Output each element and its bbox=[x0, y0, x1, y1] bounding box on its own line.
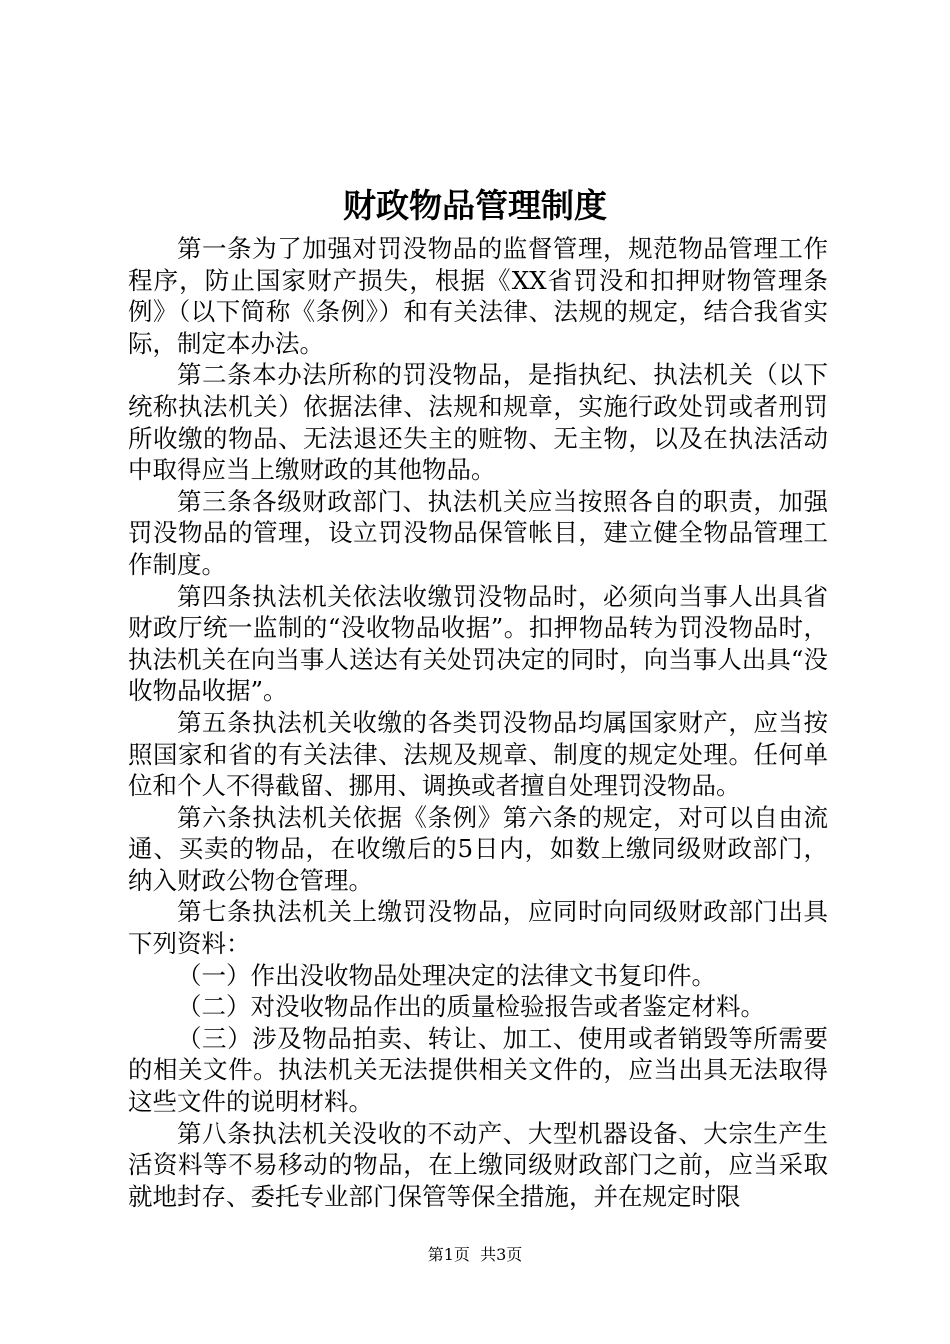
paragraph-article-4: 第四条执法机关依法收缴罚没物品时，必须向当事人出具省财政厅统一监制的“没收物品收据”。扣押物品转为罚没物品时，执法机关在向当事人送达有关处罚决定的同时，向当事人出具“没收物品收据”。 bbox=[128, 581, 828, 706]
paragraph-article-5: 第五条执法机关收缴的各类罚没物品均属国家财产，应当按照国家和省的有关法律、法规及规章、制度的规定处理。任何单位和个人不得截留、挪用、调换或者擅自处理罚没物品。 bbox=[128, 707, 828, 801]
paragraph-item-1: （一）作出没收物品处理决定的法律文书复印件。 bbox=[177, 960, 716, 990]
paragraph-item-3: （三）涉及物品拍卖、转让、加工、使用或者销毁等所需要的相关文件。执法机关无法提供相关文件的，应当出具无法取得这些文件的说明材料。 bbox=[128, 1023, 828, 1117]
page-footer bbox=[0, 1243, 950, 1267]
page-number: 第1页 bbox=[427, 1245, 470, 1264]
paragraph-article-8: 第八条执法机关没收的不动产、大型机器设备、大宗生产生活资料等不易移动的物品，在上缴同级财政部门之前，应当采取就地封存、委托专业部门保管等保全措施，并在规定时限 bbox=[128, 1118, 828, 1211]
document-body bbox=[128, 233, 828, 1212]
document-title: 财政物品管理制度 bbox=[343, 186, 607, 225]
paragraph-article-1: 第一条为了加强对罚没物品的监督管理，规范物品管理工作程序，防止国家财产损失，根据《XX省罚没和扣押财物管理条例》（以下简称《条例》）和有关法律、法规的规定，结合我省实际，制定本办法。 bbox=[128, 234, 828, 358]
page-total: 共3页 bbox=[480, 1245, 523, 1264]
paragraph-item-2: （二）对没收物品作出的质量检验报告或者鉴定材料。 bbox=[177, 992, 765, 1022]
paragraph-article-7: 第七条执法机关上缴罚没物品，应同时向同级财政部门出具下列资料： bbox=[128, 897, 828, 959]
paragraph-article-3: 第三条各级财政部门、执法机关应当按照各自的职责，加强罚没物品的管理，设立罚没物品保管帐目，建立健全物品管理工作制度。 bbox=[128, 486, 828, 579]
paragraph-article-6: 第六条执法机关依据《条例》第六条的规定，对可以自由流通、买卖的物品，在收缴后的5日内，如数上缴同级财政部门，纳入财政公物仓管理。 bbox=[128, 802, 828, 895]
paragraph-article-2: 第二条本办法所称的罚没物品，是指执纪、执法机关（以下统称执法机关）依据法律、法规和规章，实施行政处罚或者刑罚所收缴的物品、无法退还失主的赃物、无主物，以及在执法活动中取得应当上缴财政的其他物品。 bbox=[128, 360, 828, 485]
